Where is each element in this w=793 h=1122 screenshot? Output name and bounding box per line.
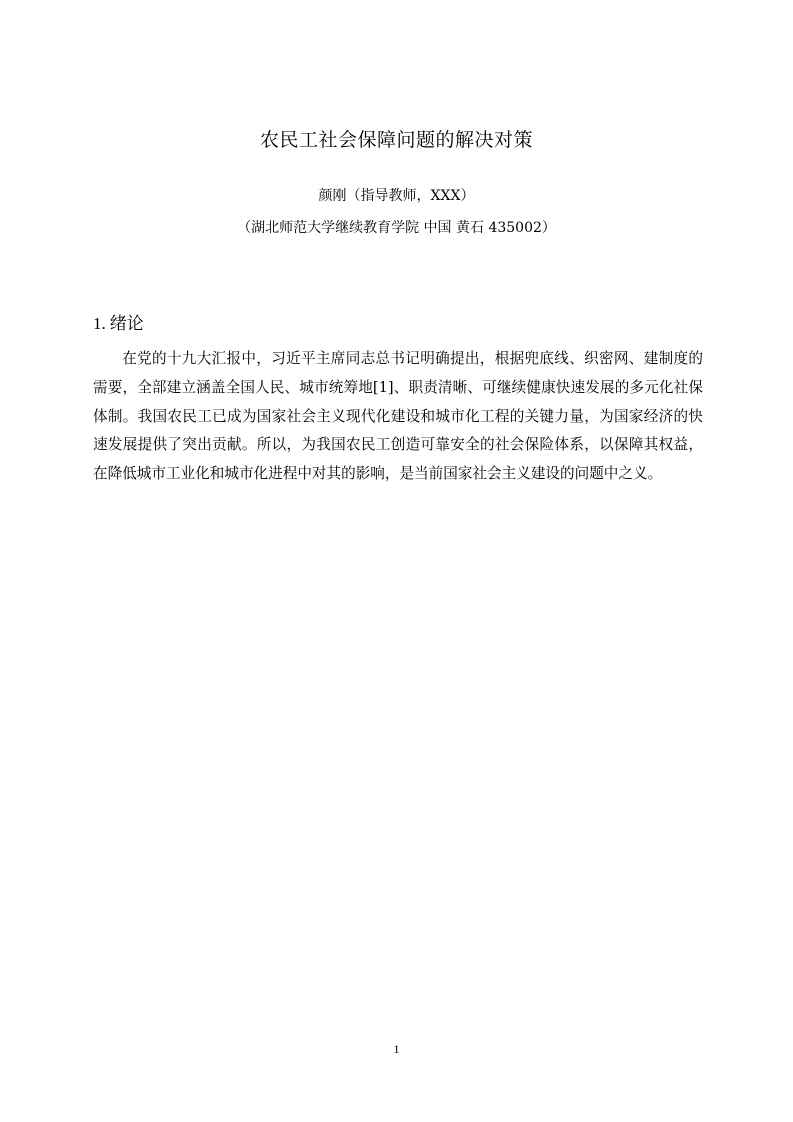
section-number: 1. bbox=[93, 314, 106, 333]
page-number: 1 bbox=[393, 1042, 400, 1056]
paper-title: 农民工社会保障问题的解决对策 bbox=[259, 129, 533, 151]
affiliation-line: （湖北师范大学继续教育学院 中国 黄石 435002） bbox=[237, 220, 556, 236]
section-heading bbox=[93, 311, 144, 337]
author-line: 颜刚（指导教师，XXX） bbox=[318, 188, 475, 204]
section-title: 绪论 bbox=[109, 314, 144, 334]
body-paragraph: 在党的十九大汇报中，习近平主席同志总书记明确提出，根据兜底线、织密网、建制度的需要，全部建立涵盖全国人民、城市统筹地[1]、职责清晰、可继续健康快速发展的多元化社保体制。我国农民工已成为国家社会主义现代化建设和城市化工程的关键力量，为国家经济的快速发展提供了突出贡献。所以，为我国农民工创造可靠安全的社会保险体系，以保障其权益，在降低城市工业化和城市化进程中对其的影响，是当前国家社会主义建设的问题中之义。 bbox=[93, 350, 703, 483]
